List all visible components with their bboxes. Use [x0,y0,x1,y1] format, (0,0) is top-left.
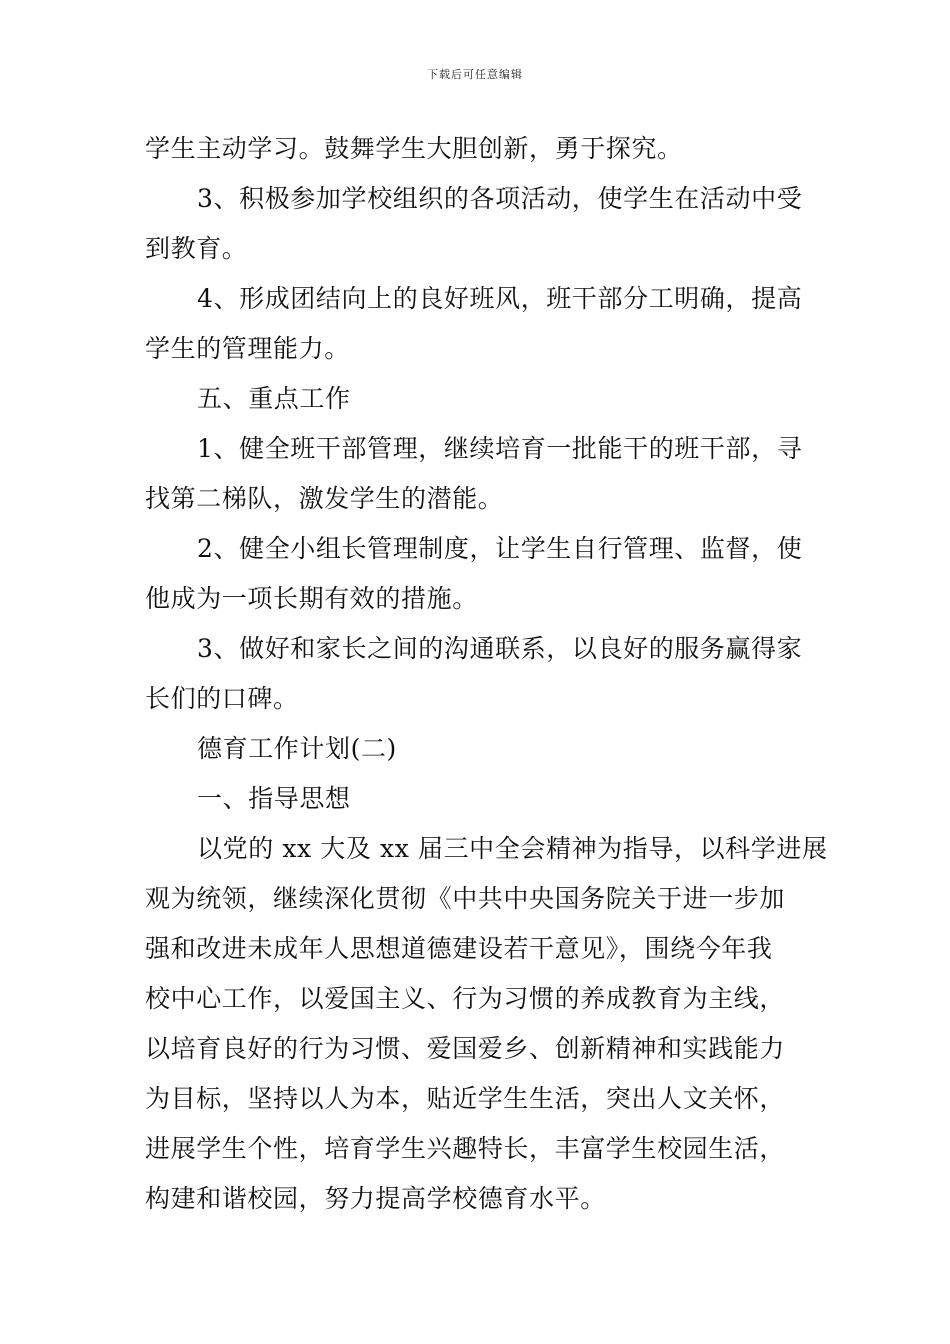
paragraph-guiding-start: 以党的 xx 大及 xx 届三中全会精神为指导，以科学进展 [197,834,828,863]
section-heading: 五、重点工作 [197,384,351,413]
text-line: 进展学生个性，培育学生兴趣特长，丰富学生校园生活， [145,1134,786,1163]
text-line: 他成为一项长期有效的措施。 [145,584,478,613]
page-header: 下载后可任意编辑 [427,68,523,81]
paragraph-item-3-start: 3、积极参加学校组织的各项活动，使学生在活动中受 [197,184,803,213]
text-line: 长们的口碑。 [145,684,299,713]
text-line: 学生主动学习。鼓舞学生大胆创新，勇于探究。 [145,134,683,163]
paragraph-item-4-start: 4、形成团结向上的良好班风，班干部分工明确，提高 [197,284,803,313]
section-heading: 一、指导思想 [197,784,351,813]
paragraph-item-3b-start: 3、做好和家长之间的沟通联系，以良好的服务赢得家 [197,634,803,663]
text-line: 找第二梯队，激发学生的潜能。 [145,484,504,513]
text-line: 校中心工作，以爱国主义、行为习惯的养成教育为主线， [145,984,786,1013]
text-line: 为目标，坚持以人为本，贴近学生生活，突出人文关怀， [145,1084,786,1113]
text-line: 到教育。 [145,234,248,263]
document-title: 德育工作计划(二) [197,734,397,763]
text-line: 学生的管理能力。 [145,334,350,363]
text-line: 观为统领，继续深化贯彻《中共中央国务院关于进一步加 [145,884,786,913]
paragraph-item-2-start: 2、健全小组长管理制度，让学生自行管理、监督，使 [197,534,803,563]
text-line: 强和改进未成年人思想道德建设若干意见》，围绕今年我 [145,934,773,963]
text-line: 以培育良好的行为习惯、爱国爱乡、创新精神和实践能力 [145,1034,786,1063]
text-line: 构建和谐校园，努力提高学校德育水平。 [145,1184,606,1213]
paragraph-item-1-start: 1、健全班干部管理，继续培育一批能干的班干部，寻 [197,434,803,463]
document-body [145,124,828,1224]
